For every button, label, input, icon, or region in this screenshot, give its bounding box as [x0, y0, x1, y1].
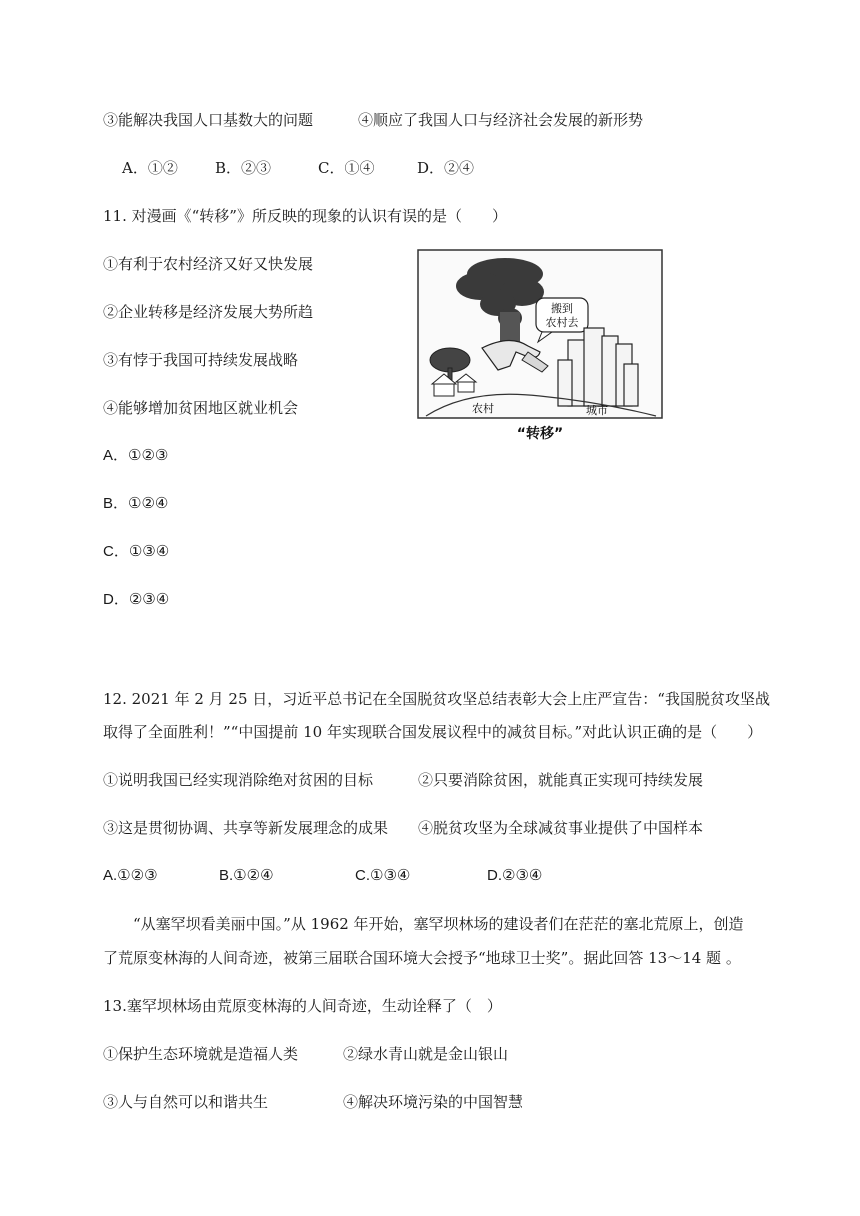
q11-statement-3: ③有悖于我国可持续发展战略 [103, 351, 299, 369]
q13-stem: 13.塞罕坝林场由荒原变林海的人间奇迹，生动诠释了（ ） [103, 997, 502, 1015]
q11-option-b: B．①②④ [103, 495, 169, 512]
q11-statement-2: ②企业转移是经济发展大势所趋 [103, 303, 314, 321]
q13-statement-1: ①保护生态环境就是造福人类 [103, 1045, 299, 1063]
passage-line-2: 了荒原变林海的人间奇迹，被第三届联合国环境大会授予“地球卫士奖”。据此回答 13～14 题 。 [103, 949, 741, 967]
cartoon-transfer [410, 248, 672, 448]
q11-option-c: C．①③④ [103, 543, 170, 560]
q11-stem: 11. 对漫画《“转移”》所反映的现象的认识有误的是（ ） [103, 207, 507, 225]
q12-stem-line-2: 取得了全面胜利！”“中国提前 10 年实现联合国发展议程中的减贫目标。”对此认识正确的是（ ） [103, 723, 763, 741]
q11-option-d: D．②③④ [103, 591, 170, 608]
q10-option-a: A．①② [122, 159, 178, 177]
q12-stem-line-1: 12. 2021 年 2 月 25 日，习近平总书记在全国脱贫攻坚总结表彰大会上庄严宣告：“我国脱贫攻坚战 [103, 690, 770, 708]
cartoon-illustration [410, 248, 672, 448]
q12-option-b: B.①②④ [219, 867, 274, 884]
q12-statements-1-2: ①说明我国已经实现消除绝对贫困的目标 ②只要消除贫困，就能真正实现可持续发展 [103, 771, 704, 789]
q12-option-d: D.②③④ [487, 867, 543, 884]
q10-option-c: C．①④ [318, 159, 375, 177]
q11-statement-4: ④能够增加贫困地区就业机会 [103, 399, 299, 417]
speech-line-1: 搬到 [551, 302, 573, 315]
q10-statement-3-4: ③能解决我国人口基数大的问题 ④顺应了我国人口与经济社会发展的新形势 [103, 111, 644, 129]
q13-statement-3: ③人与自然可以和谐共生 [103, 1093, 269, 1111]
q10-option-b: B．②③ [215, 159, 272, 177]
q13-statement-4: ④解决环境污染的中国智慧 [343, 1093, 524, 1111]
label-city: 城市 [586, 404, 608, 417]
q11-option-a: A．①②③ [103, 447, 169, 464]
label-village: 农村 [472, 402, 494, 415]
q11-statement-1: ①有利于农村经济又好又快发展 [103, 255, 314, 273]
q13-statement-2: ②绿水青山就是金山银山 [343, 1045, 509, 1063]
passage-line-1: “从塞罕坝看美丽中国。”从 1962 年开始，塞罕坝林场的建设者们在茫茫的塞北荒原上，创造 [133, 915, 744, 933]
q12-statements-3-4: ③这是贯彻协调、共享等新发展理念的成果 ④脱贫攻坚为全球减贫事业提供了中国样本 [103, 819, 704, 837]
q10-option-d: D．②④ [417, 159, 475, 177]
speech-line-2: 农村去 [545, 316, 579, 329]
q12-option-a: A.①②③ [103, 867, 158, 884]
cartoon-caption: “转移” [516, 426, 564, 442]
q12-option-c: C.①③④ [355, 867, 411, 884]
